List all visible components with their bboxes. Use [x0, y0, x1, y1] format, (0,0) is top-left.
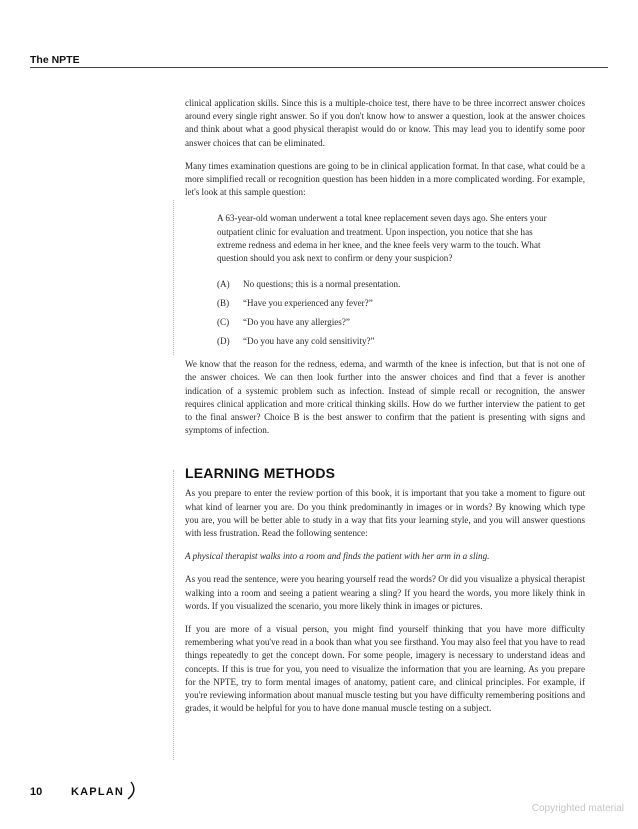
answer-choice-a: [217, 278, 585, 297]
body-paragraph: If you are more of a visual person, you might find yourself thinking that you have more difficulty remembering what you've read in a book than what you see firsthand. You may also feel that you have to read things repeatedly to get the concept down. For some people, imagery is necessary to understand ideas and concepts. If this is true for you, you need to visualize the information that you are learning. As you prepare for the NPTE, try to form mental images of anatomy, patient care, and clinical principles. For example, if you're reviewing information about manual muscle testing but you have difficulty remembering positions and grades, it would be helpful for you to have done manual muscle testing on a subject.: [185, 624, 585, 714]
body-paragraph: As you read the sentence, were you hearing yourself read the words? Or did you visualize a physical therapist walking into a room and seeing a patient wearing a sling? If you heard the words, you more likely think in words. If you visualized the scenario, you more likely think in images or pictures.: [185, 574, 585, 611]
body-paragraph: clinical application skills. Since this is a multiple-choice test, there have to be three incorrect answer choices around every single right answer. So if you don't know how to answer a question, look at the answer choices and think about what a good physical therapist would do or know. This may lead you to identify some poor answer choices that can be eliminated.: [185, 98, 585, 148]
choice-text: “Do you have any allergies?”: [243, 317, 350, 328]
answer-choice-d: [217, 335, 585, 354]
sample-sentence: A physical therapist walks into a room and finds the patient with her arm in a sling.: [185, 551, 490, 562]
logo-wordmark: KAPLAN: [71, 786, 125, 798]
choice-text: “Do you have any cold sensitivity?”: [243, 336, 375, 347]
choice-text: No questions; this is a normal presentation.: [243, 279, 401, 290]
main-content: [185, 97, 585, 716]
choice-label: (A): [217, 279, 230, 290]
header-rule: [30, 67, 608, 68]
answer-choices: [185, 278, 585, 354]
body-paragraph: Many times examination questions are going to be in clinical application format. In that case, what could be a more simplified recall or recognition question has been hidden in a more complicated wording. For example, let's look at this sample question:: [185, 160, 585, 198]
choice-label: (D): [217, 336, 230, 347]
answer-choice-c: [217, 316, 585, 335]
logo-swoosh: [128, 782, 134, 799]
margin-rule-upper: [173, 200, 174, 355]
body-paragraph: As you prepare to enter the review portion of this book, it is important that you take a moment to figure out what kind of learner you are. Do you think predominantly in images or in words? By knowing which type you are, you will be better able to study in a way that fits your learning style, and you will answer questions with less frustration. Read the following sentence:: [185, 488, 585, 539]
explanation-paragraph: We know that the reason for the redness, edema, and warmth of the knee is infection, but that is not one of the answer choices. We can then look further into the answer choices and find that a fever is another indication of a systemic problem such as infection. Instead of simple recall or recognition, the answer requires clinical application and more critical thinking skills. How do we further interview the patient to get to the final answer? Choice B is the best answer to confirm that the patient is presenting with signs and symptoms of infection.: [185, 359, 585, 436]
running-head: The NPTE: [30, 54, 80, 66]
sample-question-stem: A 63-year-old woman underwent a total knee replacement seven days ago. She enters your outpatient clinic for evaluation and treatment. Upon inspection, you notice that she has extreme redness and edema in her knee, and the knee feels very warm to the touch. What question should you ask next to confirm or deny your suspicion?: [217, 213, 547, 264]
choice-text: “Have you experienced any fever?”: [243, 298, 373, 309]
margin-rule-lower: [173, 470, 174, 760]
section-heading: LEARNING METHODS: [185, 465, 336, 482]
choice-label: (C): [217, 317, 230, 328]
choice-label: (B): [217, 298, 230, 309]
kaplan-logo: [70, 779, 140, 803]
watermark: Copyrighted material: [531, 803, 624, 814]
answer-choice-b: [217, 297, 585, 316]
page-number: 10: [30, 786, 43, 798]
